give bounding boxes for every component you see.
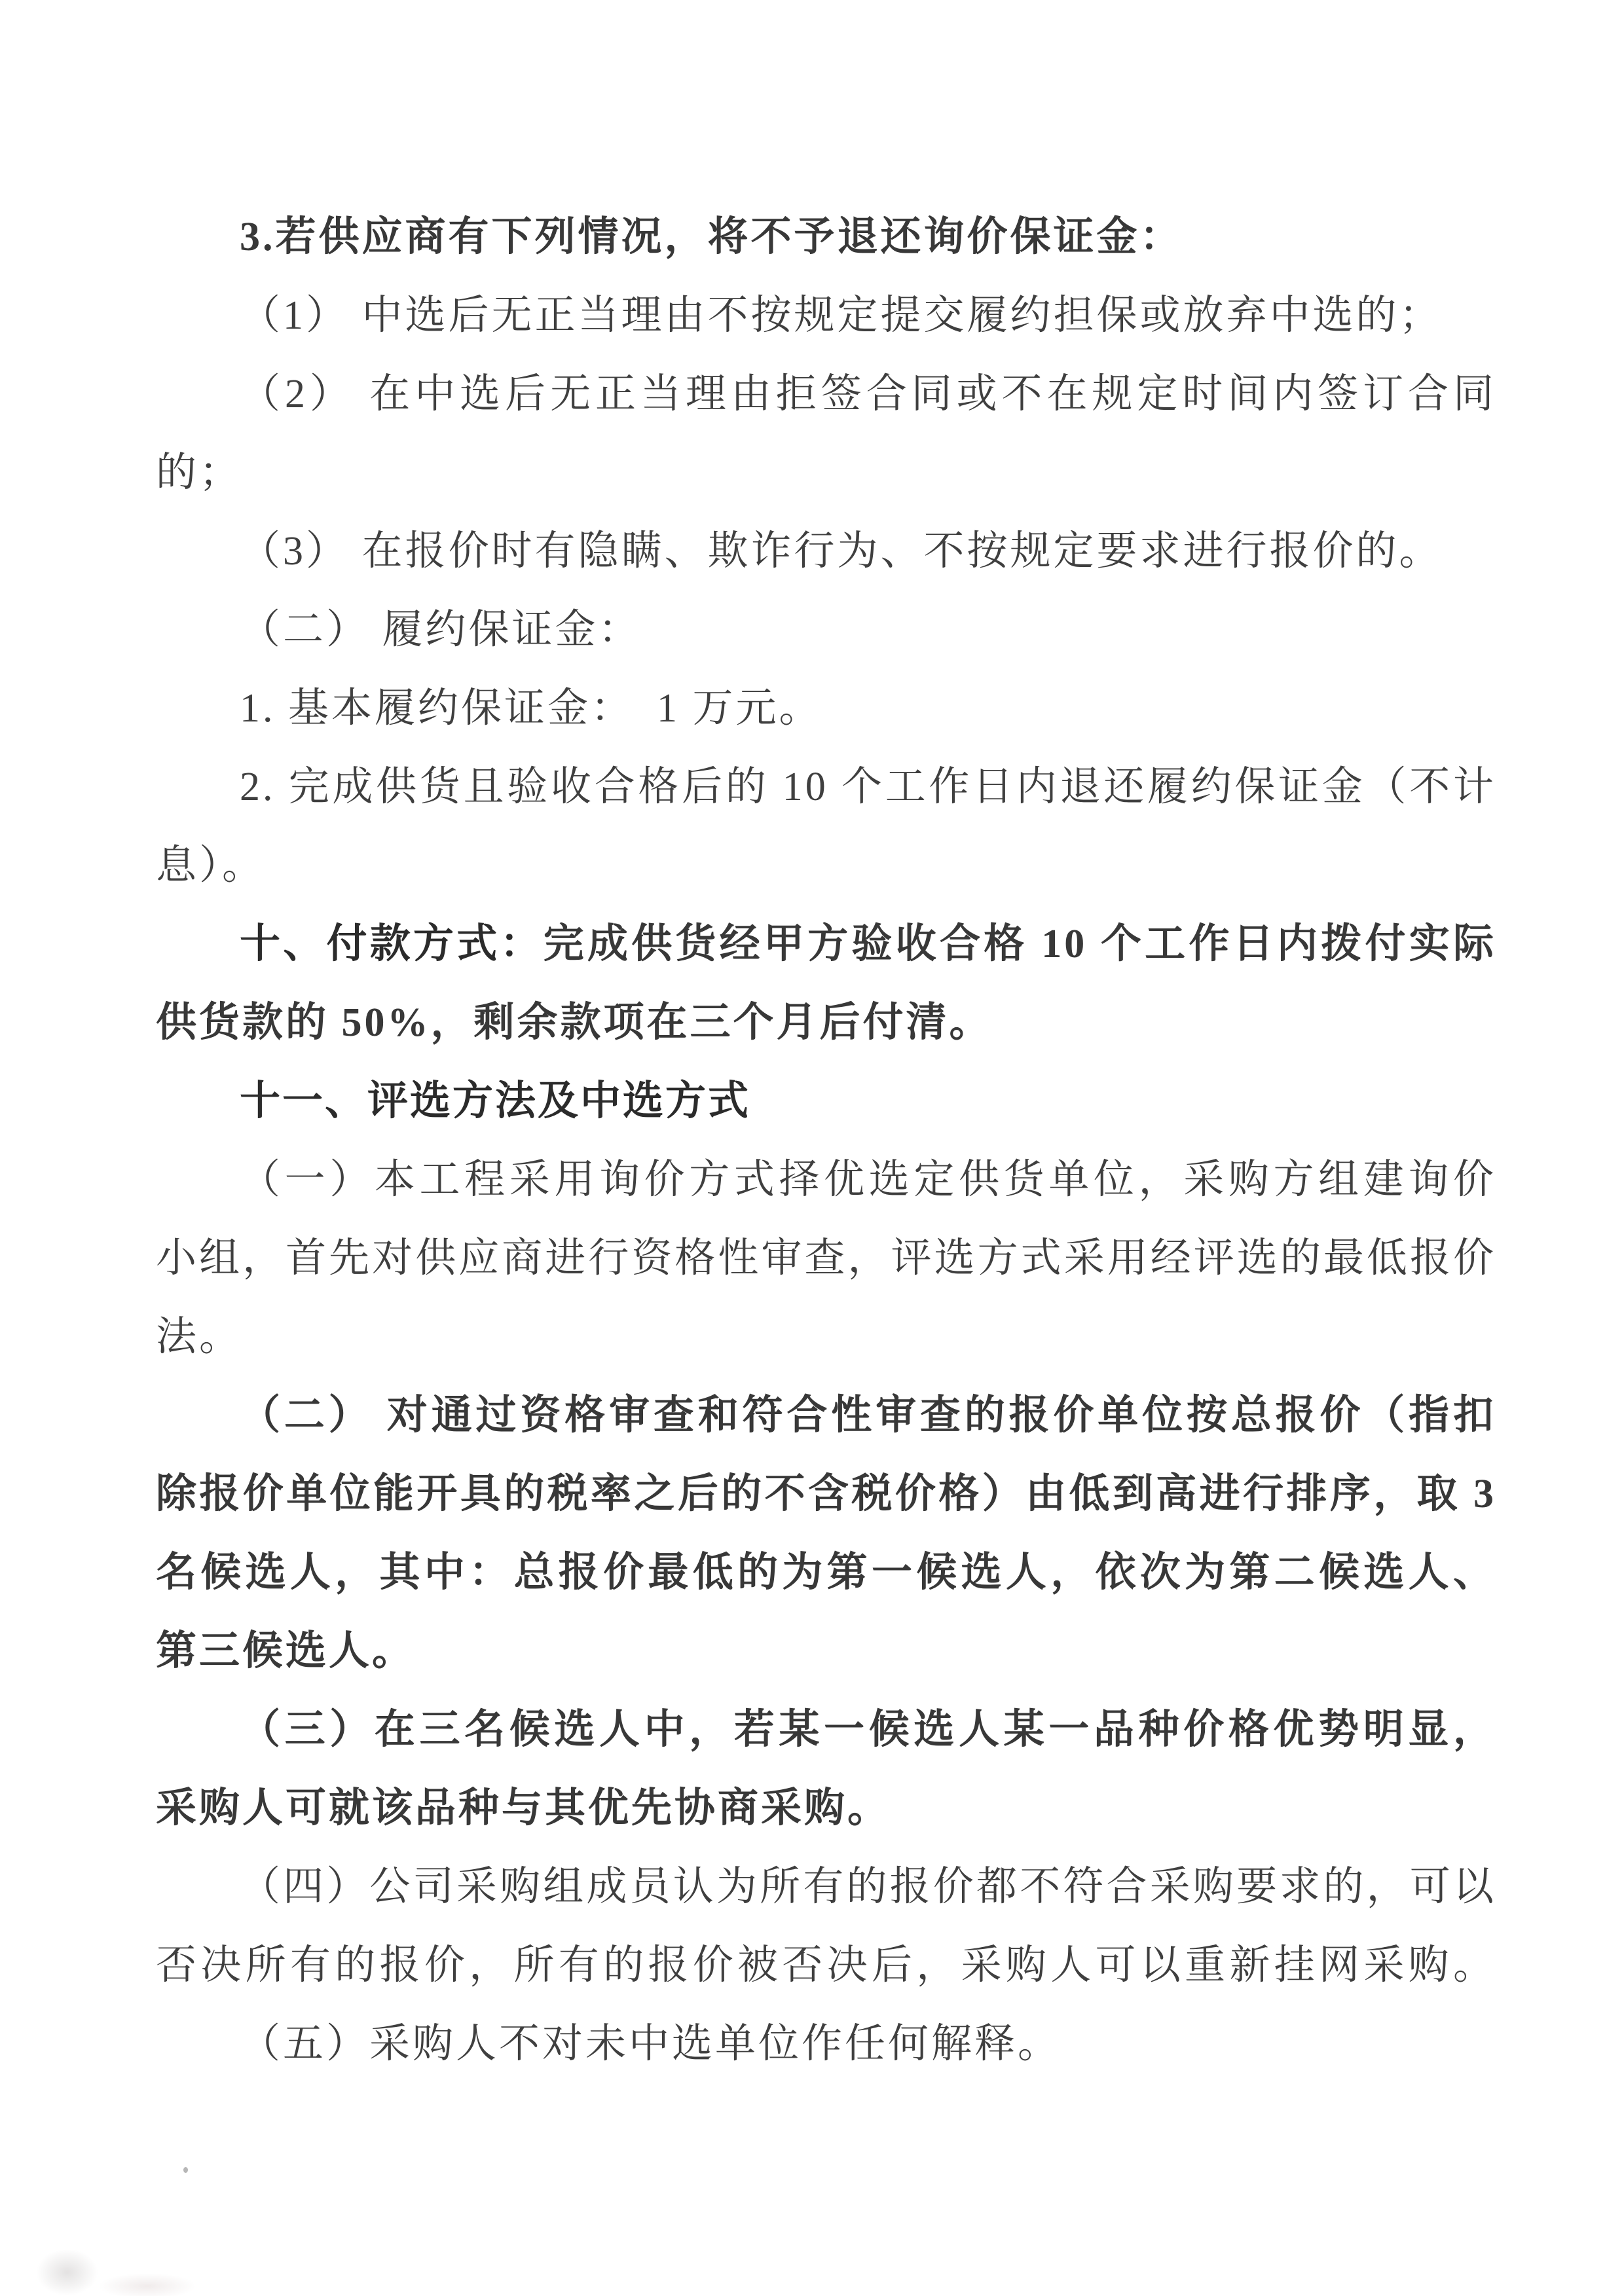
text-line [156, 1062, 1496, 1140]
text-line: 息）。 [156, 843, 266, 888]
scan-smudge [36, 2249, 98, 2296]
text-line: （三）在三名候选人中，若某一候选人某一品种价格优势明显， [240, 1707, 1496, 1752]
text-line: （2） 在中选后无正当理由拒签合同或不在规定时间内签订合同 [240, 372, 1496, 416]
text-line [156, 905, 1496, 983]
text-line: 否决所有的报价，所有的报价被否决后，采购人可以重新挂网采购。 [156, 1943, 1496, 1988]
text-line: （五）采购人不对未中选单位作任何解释。 [240, 2022, 1061, 2066]
scan-smudge [98, 2273, 196, 2296]
text-line: 第三候选人。 [156, 1629, 416, 1673]
text-line: 1. 基本履约保证金： 1 万元。 [240, 686, 822, 731]
text-line: 供货款的 50%，剩余款项在三个月后付清。 [156, 1000, 993, 1045]
text-line: （二） 对通过资格审查和符合性审查的报价单位按总报价（指扣 [240, 1393, 1496, 1438]
text-line: （一）本工程采用询价方式择优选定供货单位，采购方组建询价 [240, 1157, 1496, 1202]
scan-speck [183, 2167, 188, 2173]
text-line: 除报价单位能开具的税率之后的不含税价格）由低到高进行排序，取 3 [156, 1472, 1496, 1516]
text-line: 法。 [156, 1315, 243, 1359]
text-line: （3） 在报价时有隐瞒、欺诈行为、不按规定要求进行报价的。 [240, 529, 1443, 574]
section-heading-payment: 十、付款方式： [240, 921, 544, 966]
text-line: （二） 履约保证金： [240, 608, 642, 652]
text-line: 小组，首先对供应商进行资格性审查，评选方式采用经评选的最低报价 [156, 1236, 1496, 1281]
text-line: （四）公司采购组成员认为所有的报价都不符合采购要求的，可以 [240, 1865, 1496, 1909]
text-line: （1） 中选后无正当理由不按规定提交履约担保或放弃中选的； [240, 293, 1443, 338]
text-line: 2. 完成供货且验收合格后的 10 个工作日内退还履约保证金（不计 [240, 765, 1496, 809]
text-line: 的； [156, 450, 243, 495]
text-line: 采购人可就该品种与其优先协商采购。 [156, 1786, 891, 1831]
text-line: 3.若供应商有下列情况，将不予退还询价保证金： [240, 215, 1183, 259]
section-heading-selection: 十一、评选方法及中选方式 [240, 1078, 751, 1123]
text-line: 名候选人，其中：总报价最低的为第一候选人，依次为第二候选人、 [156, 1550, 1496, 1595]
text-segment: 完成供货经甲方验收合格 10 个工作日内拨付实际 [543, 922, 1496, 966]
